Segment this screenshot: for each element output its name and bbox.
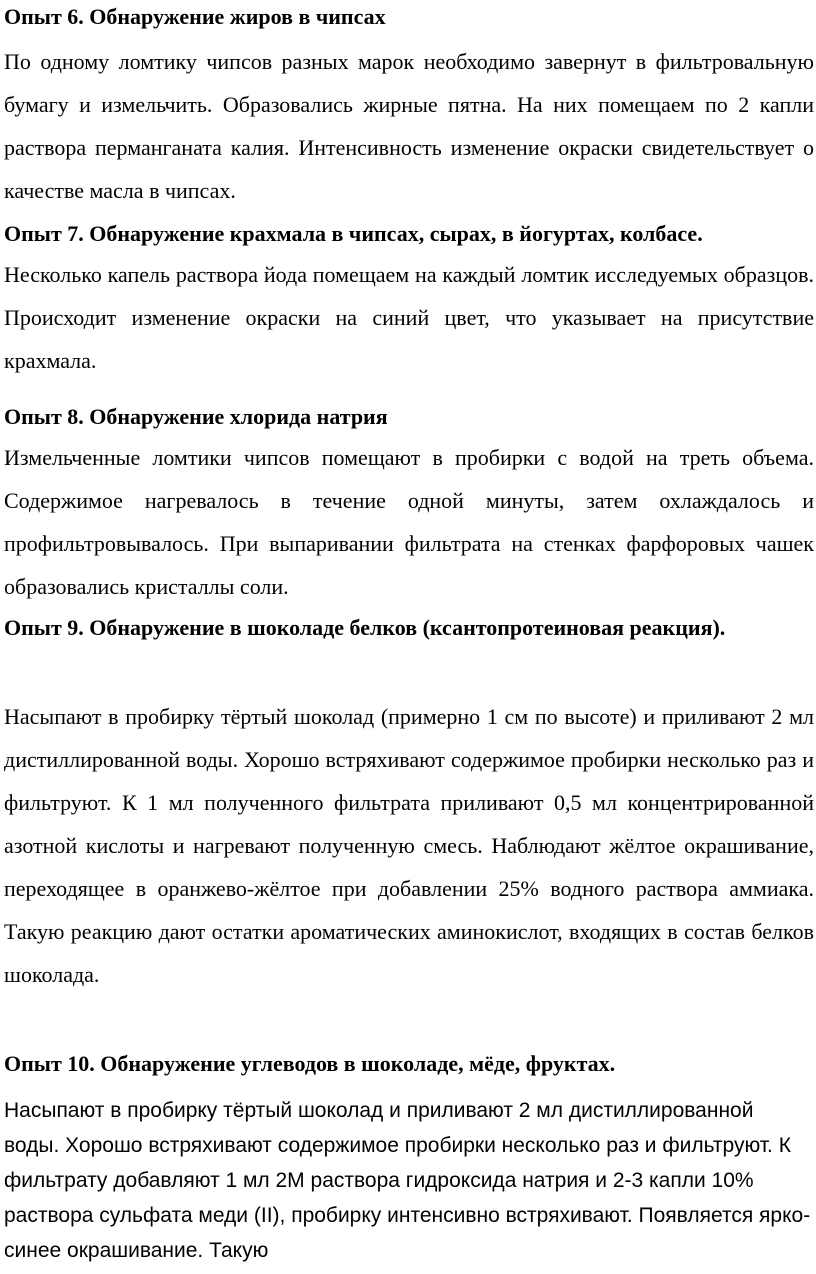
heading-experiment-6: Опыт 6. Обнаружение жиров в чипсах — [4, 4, 386, 29]
heading-experiment-9: Опыт 9. Обнаружение в шоколаде белков (ксантопротеиновая реакция). — [4, 615, 726, 640]
heading-experiment-8: Опыт 8. Обнаружение хлорида натрия — [4, 404, 388, 429]
paragraph-experiment-10: Насыпают в пробирку тёртый шоколад и приливают 2 мл дистиллированной воды. Хорошо встряхивают содержимое пробирки несколько раз и фильтруют. К фильтрату добавляют 1 мл 2М раствора гидроксида натрия и 2-3 капли 10% раствора сульфата меди (II), пробирку интенсивно встряхивают. Появляется ярко-синее окрашивание. Такую — [4, 1099, 811, 1262]
heading-experiment-7: Опыт 7. Обнаружение крахмала в чипсах, сырах, в йогуртах, колбасе. — [4, 221, 703, 246]
paragraph-experiment-7: Несколько капель раствора йода помещаем на каждый ломтик исследуемых образцов. Происходит изменение окраски на синий цвет, что указывает на присутствие крахмала. — [4, 262, 814, 373]
paragraph-experiment-8: Измельченные ломтики чипсов помещают в пробирки с водой на треть объема. Содержимое нагревалось в течение одной минуты, затем охлаждалось и профильтровывалось. При выпаривании фильтрата на стенках фарфоровых чашек образовались кристаллы соли. — [4, 445, 814, 599]
heading-experiment-10: Опыт 10. Обнаружение углеводов в шоколаде, мёде, фруктах. — [4, 1051, 616, 1076]
paragraph-experiment-6: По одному ломтику чипсов разных марок необходимо завернут в фильтровальную бумагу и измельчить. Образовались жирные пятна. На них помещаем по 2 капли раствора перманганата калия. Интенсивность изменение окраски свидетельствует о качестве масла в чипсах. — [4, 49, 814, 203]
paragraph-experiment-9: Насыпают в пробирку тёртый шоколад (примерно 1 см по высоте) и приливают 2 мл дистиллированной воды. Хорошо встряхивают содержимое пробирки несколько раз и фильтруют. К 1 мл полученного фильтрата приливают 0,5 мл концентрированной азотной кислоты и нагревают полученную смесь. Наблюдают жёлтое окрашивание, переходящее в оранжево-жёлтое при добавлении 25% водного раствора аммиака. Такую реакцию дают остатки ароматических аминокислот, входящих в состав белков шоколада. — [4, 704, 814, 987]
